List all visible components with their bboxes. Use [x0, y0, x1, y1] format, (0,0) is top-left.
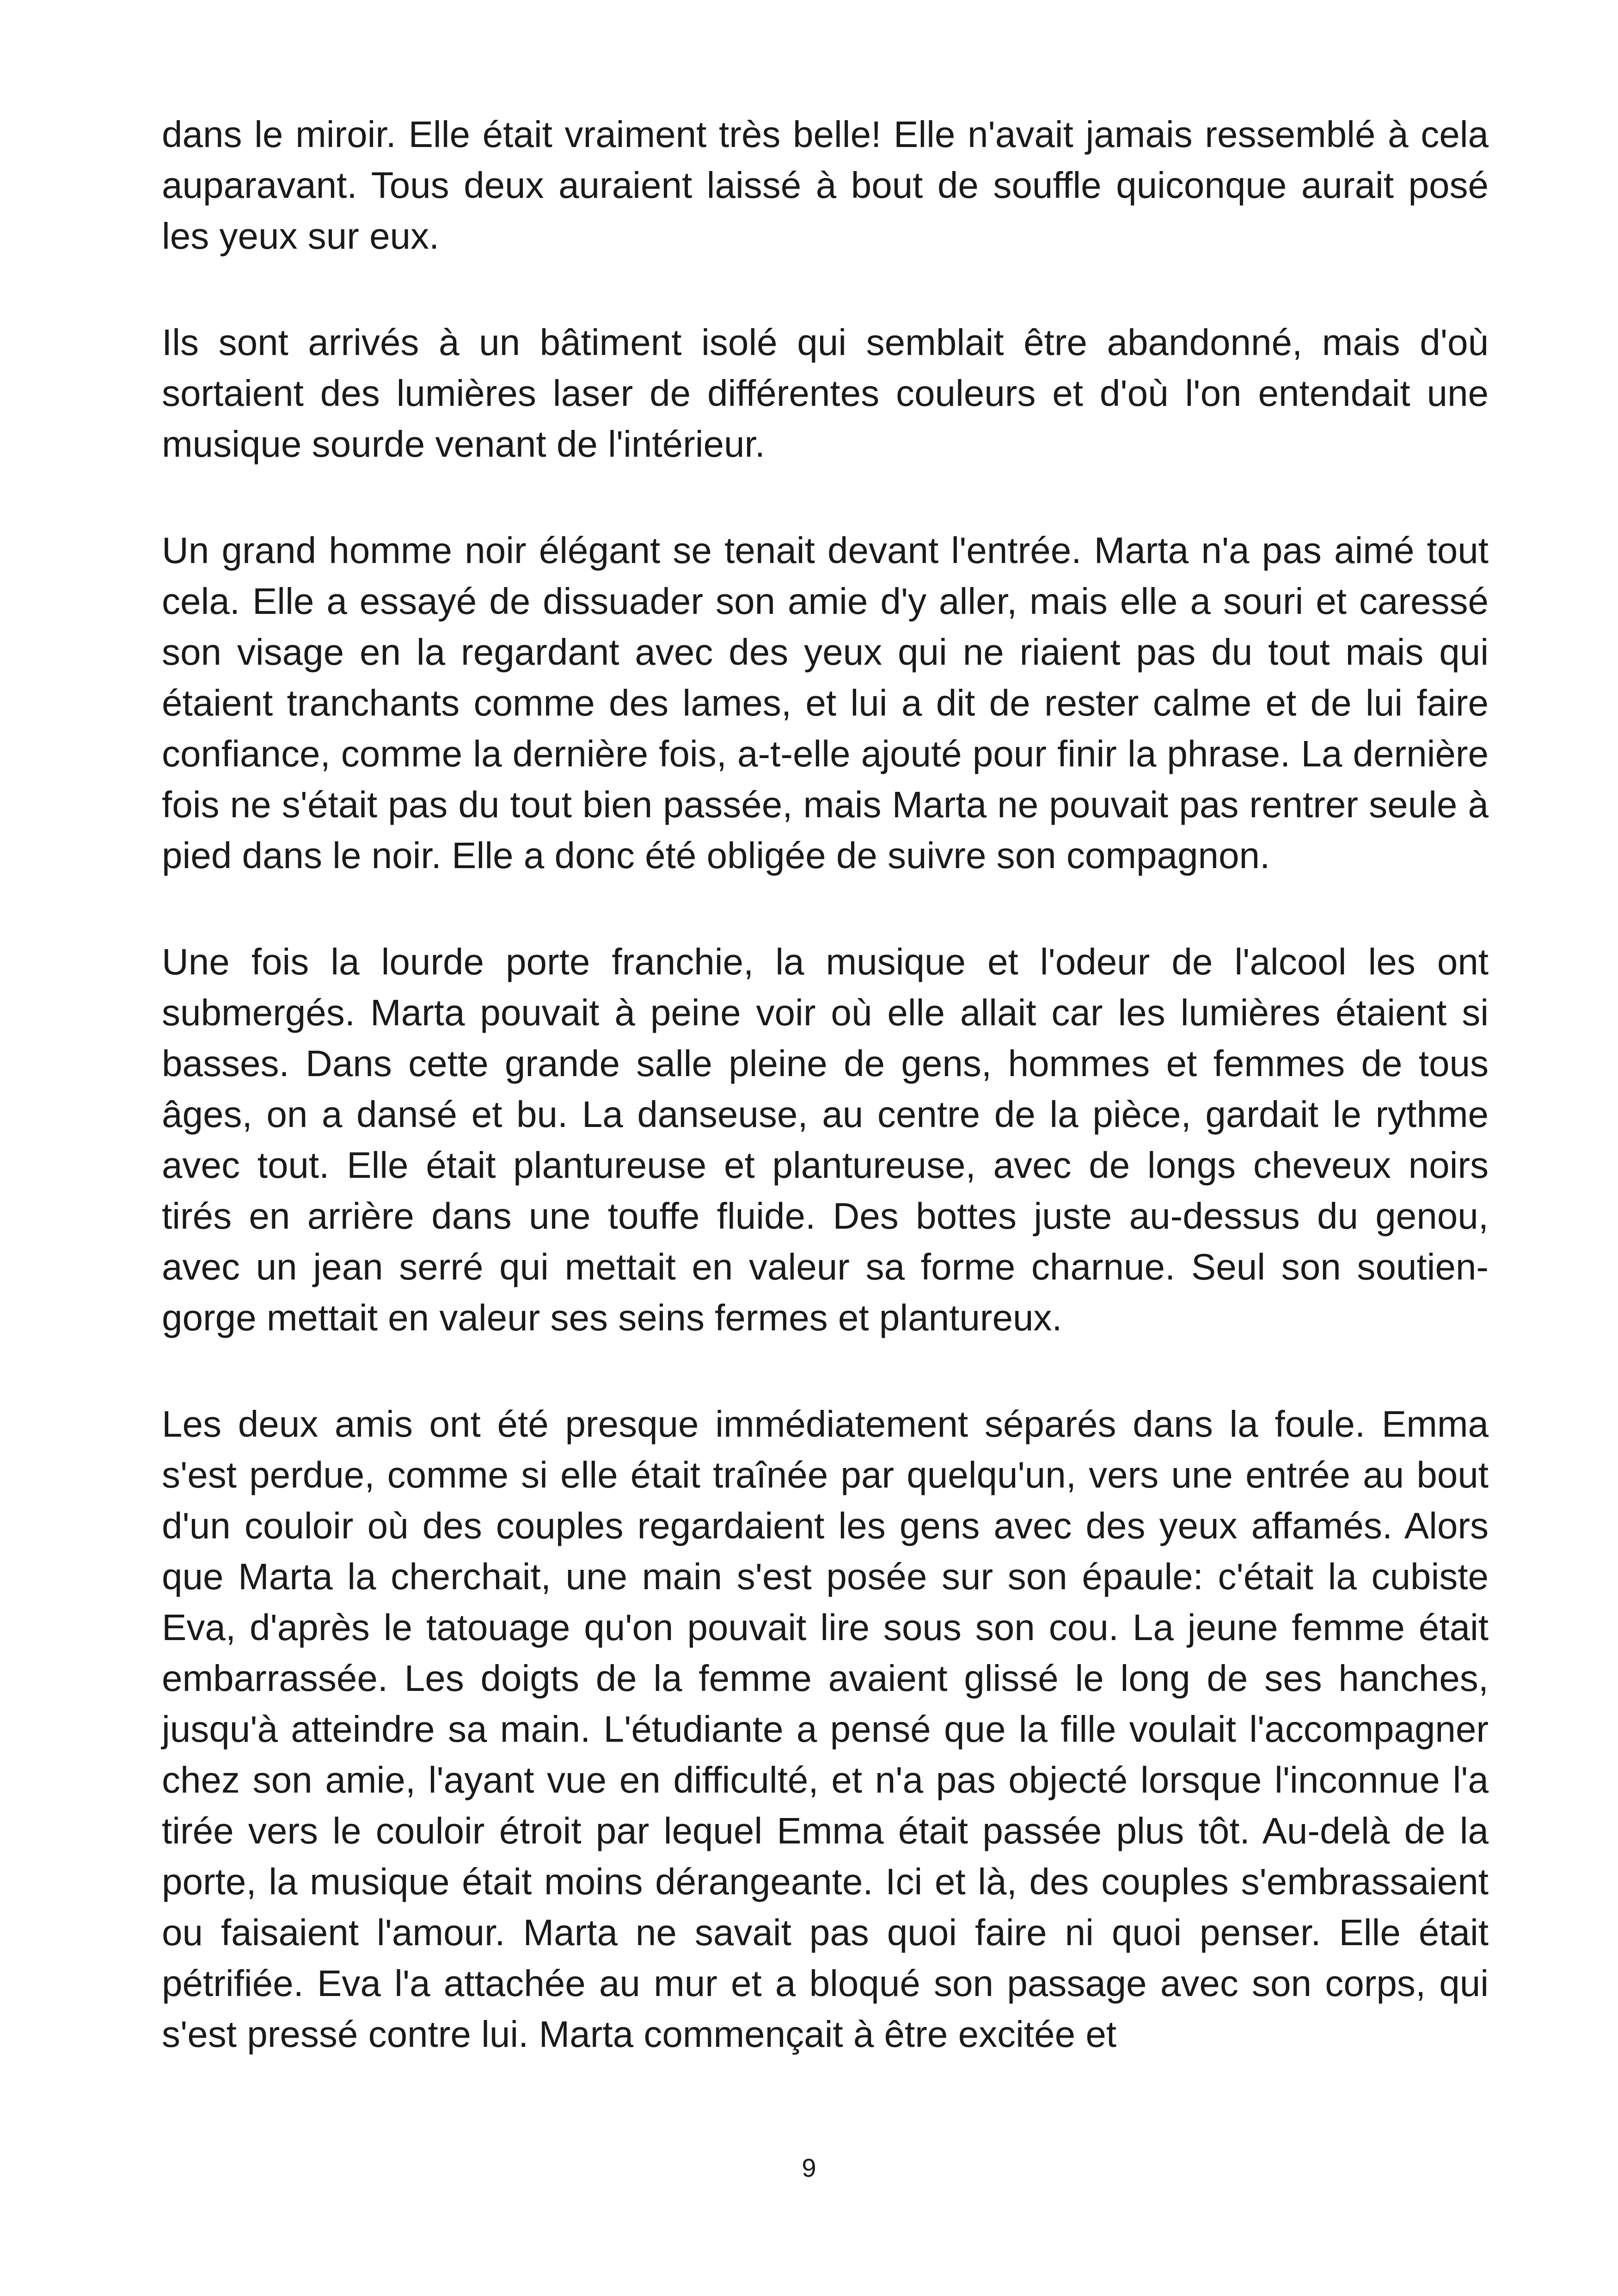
paragraph: Les deux amis ont été presque immédiatement séparés dans la foule. Emma s'est perdue, comme si elle était traînée par quelqu'un, vers une entrée au bout d'un couloir où des couples regardaient les gens avec des yeux affamés. Alors que Marta la cherchait, une main s'est posée sur son épaule: c'était la cubiste Eva, d'après le tatouage qu'on pouvait lire sous son cou. La jeune femme était embarrassée. Les doigts de la femme avaient glissé le long de ses hanches, jusqu'à atteindre sa main. L'étudiante a pensé que la fille voulait l'accompagner chez son amie, l'ayant vue en difficulté, et n'a pas objecté lorsque l'inconnue l'a tirée vers le couloir étroit par lequel Emma était passée plus tôt. Au-delà de la porte, la musique était moins dérangeante. Ici et là, des couples s'embrassaient ou faisaient l'amour. Marta ne savait pas quoi faire ni quoi penser. Elle était pétrifiée. Eva l'a attachée au mur et a bloqué son passage avec son corps, qui s'est pressé contre lui. Marta commençait à être excitée et: [162, 1403, 1489, 2055]
body-text: [162, 109, 1489, 2060]
paragraph: Une fois la lourde porte franchie, la musique et l'odeur de l'alcool les ont submergés. Marta pouvait à peine voir où elle allait car les lumières étaient si basses. Dans cette grande salle pleine de gens, hommes et femmes de tous âges, on a dansé et bu. La danseuse, au centre de la pièce, gardait le rythme avec tout. Elle était plantureuse et plantureuse, avec de longs cheveux noirs tirés en arrière dans une touffe fluide. Des bottes juste au-dessus du genou, avec un jean serré qui mettait en valeur sa forme charnue. Seul son soutien-gorge mettait en valeur ses seins fermes et plantureux.: [162, 941, 1489, 1338]
page-number: 9: [802, 2153, 816, 2182]
paragraph: Un grand homme noir élégant se tenait devant l'entrée. Marta n'a pas aimé tout cela. Elle a essayé de dissuader son amie d'y aller, mais elle a souri et caressé son visage en la regardant avec des yeux qui ne riaient pas du tout mais qui étaient tranchants comme des lames, et lui a dit de rester calme et de lui faire confiance, comme la dernière fois, a-t-elle ajouté pour finir la phrase. La dernière fois ne s'était pas du tout bien passée, mais Marta ne pouvait pas rentrer seule à pied dans le noir. Elle a donc été obligée de suivre son compagnon.: [162, 530, 1489, 876]
paragraph: dans le miroir. Elle était vraiment très belle! Elle n'avait jamais ressemblé à cela auparavant. Tous deux auraient laissé à bout de souffle quiconque aurait posé les yeux sur eux.: [162, 114, 1489, 257]
paragraph: Ils sont arrivés à un bâtiment isolé qui semblait être abandonné, mais d'où sortaient des lumières laser de différentes couleurs et d'où l'on entendait une musique sourde venant de l'intérieur.: [162, 322, 1489, 465]
